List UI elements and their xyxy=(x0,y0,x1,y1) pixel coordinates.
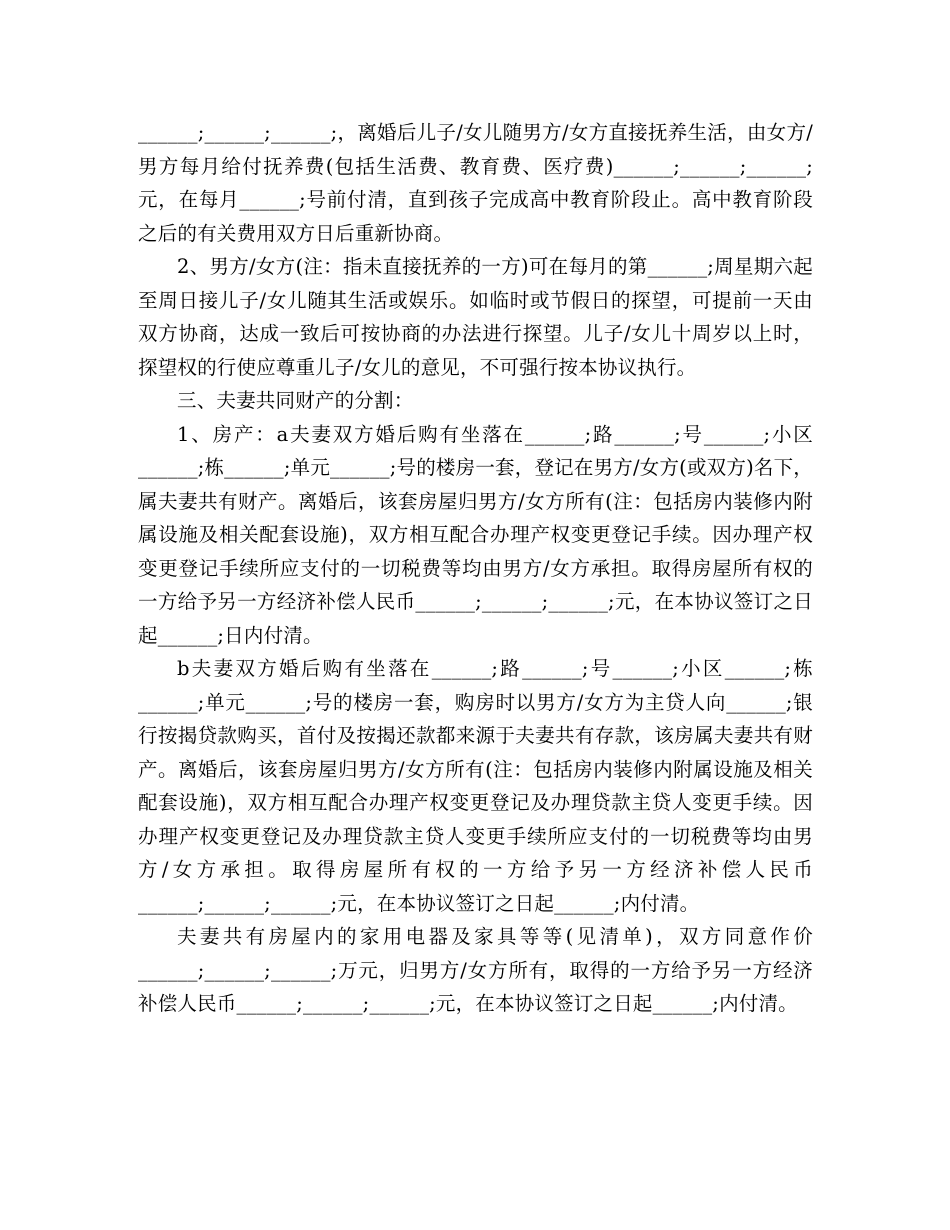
document-body xyxy=(138,116,813,1021)
paragraph-custody-support: ______;______;______;，离婚后儿子/女儿随男方/女方直接抚养生活，由女方/男方每月给付抚养费(包括生活费、教育费、医疗费)______;______;______;元，在每月______;号前付清，直到孩子完成高中教育阶段止。高中教育阶段之后的有关费用双方日后重新协商。 xyxy=(138,121,813,245)
section-heading-property-division: 三、夫妻共同财产的分割： xyxy=(177,389,414,412)
paragraph-property-a: 1、房产：a夫妻双方婚后购有坐落在______;路______;号______;小区______;栋______;单元______;号的楼房一套，登记在男方/女方(或双方)名下，属夫妻共有财产。离婚后，该套房屋归男方/女方所有(注：包括房内装修内附属设施及相关配套设施)，双方相互配合办理产权变更登记手续。因办理产权变更登记手续所应支付的一切税费等均由男方/女方承担。取得房屋所有权的一方给予另一方经济补偿人民币______;______;______;元，在本协议签订之日起______;日内付清。 xyxy=(138,422,813,647)
paragraph-household-items: 夫妻共有房屋内的家用电器及家具等等(见清单)，双方同意作价______;______;______;万元，归男方/女方所有，取得的一方给予另一方经济补偿人民币______;______;______;元，在本协议签订之日起______;内付清。 xyxy=(138,925,813,1015)
paragraph-property-b: b夫妻双方婚后购有坐落在______;路______;号______;小区______;栋______;单元______;号的楼房一套，购房时以男方/女方为主贷人向______;银行按揭贷款购买，首付及按揭还款都来源于夫妻共有存款，该房属夫妻共有财产。离婚后，该套房屋归男方/女方所有(注：包括房内装修内附属设施及相关配套设施)，双方相互配合办理产权变更登记及办理贷款主贷人变更手续。因办理产权变更登记及办理贷款主贷人变更手续所应支付的一切税费等均由男方/女方承担。取得房屋所有权的一方给予另一方经济补偿人民币______;______;______;元，在本协议签订之日起______;内付清。 xyxy=(138,657,813,915)
paragraph-visitation: 2、男方/女方(注：指未直接抚养的一方)可在每月的第______;周星期六起至周日接儿子/女儿随其生活或娱乐。如临时或节假日的探望，可提前一天由双方协商，达成一致后可按协商的办法进行探望。儿子/女儿十周岁以上时，探望权的行使应尊重儿子/女儿的意见，不可强行按本协议执行。 xyxy=(138,255,813,379)
